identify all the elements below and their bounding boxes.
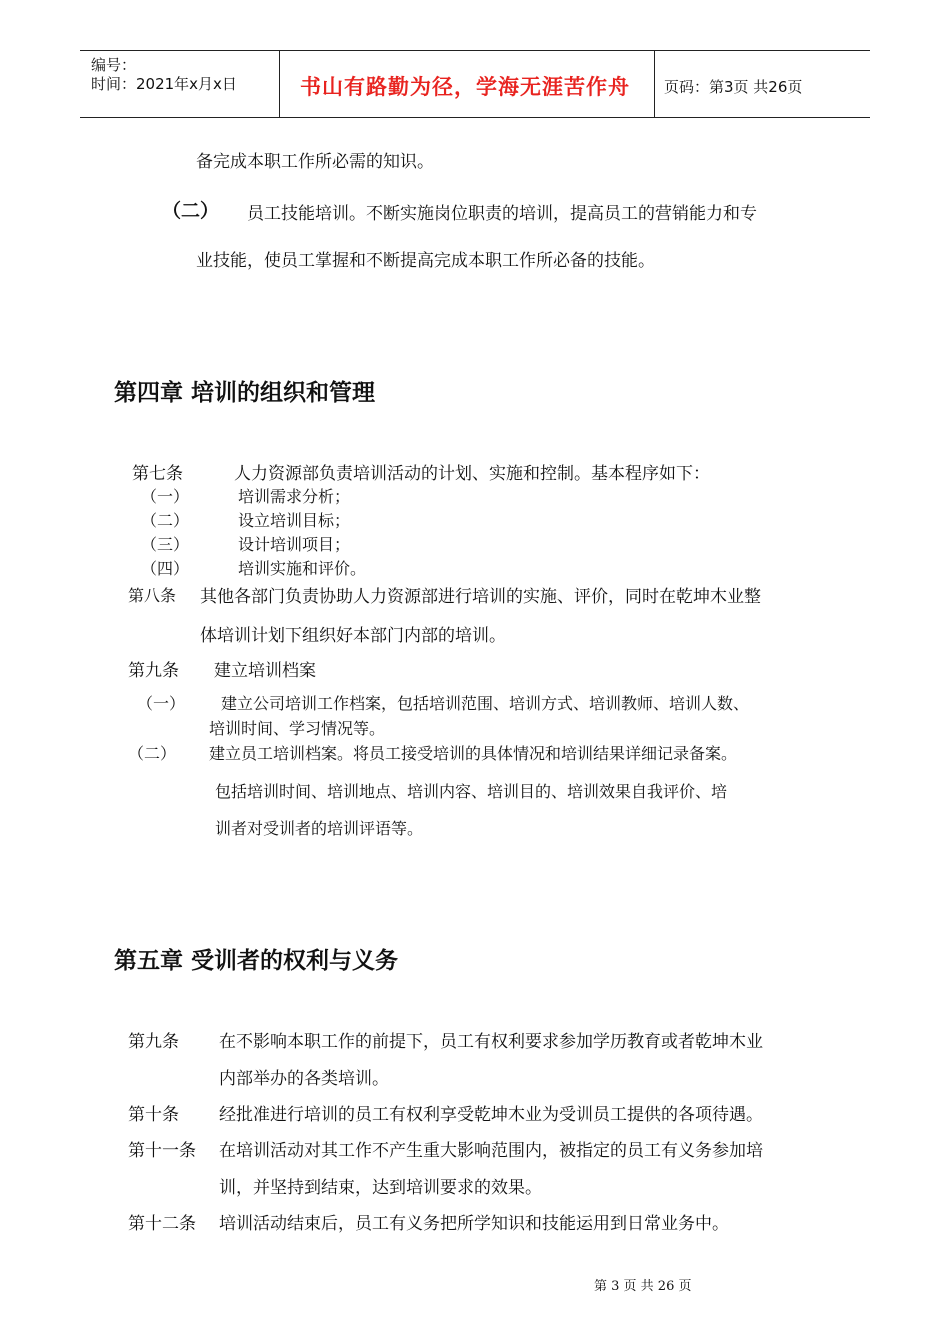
step-2-text: 设立培训目标； <box>238 511 351 530</box>
article-8-line-1: 其他各部门负责协助人力资源部进行培训的实施、评价，同时在乾坤木业整 <box>200 587 761 607</box>
archive-item-1-line-1: 建立公司培训工作档案，包括培训范围、培训方式、培训教师、培训人数、 <box>221 694 750 713</box>
article-8-line-2: 体培训计划下组织好本部门内部的培训。 <box>200 626 506 646</box>
article-7-label: 第七条 <box>132 464 183 484</box>
ch5-article-9-line-1: 在不影响本职工作的前提下，员工有权利要求参加学历教育或者乾坤木业 <box>219 1032 763 1052</box>
intro-item-2-line-2: 业技能，使员工掌握和不断提高完成本职工作所必备的技能。 <box>196 251 655 271</box>
intro-item-2-line-1: 员工技能培训。不断实施岗位职责的培训，提高员工的营销能力和专 <box>247 204 757 224</box>
ch5-article-10-label: 第十条 <box>128 1105 179 1125</box>
article-7-text: 人力资源部负责培训活动的计划、实施和控制。基本程序如下： <box>234 464 710 484</box>
chapter-5-title: 第五章 受训者的权利与义务 <box>114 948 399 974</box>
ch5-article-12-label: 第十二条 <box>128 1214 196 1234</box>
archive-item-1-line-2: 培训时间、学习情况等。 <box>209 719 386 738</box>
ch5-article-9-line-2: 内部举办的各类培训。 <box>219 1069 389 1089</box>
header-bottom-rule <box>80 117 870 118</box>
ch5-article-11-line-2: 训，并坚持到结束，达到培训要求的效果。 <box>219 1178 542 1198</box>
ch5-article-9-label: 第九条 <box>128 1032 179 1052</box>
ch5-article-11-label: 第十一条 <box>128 1141 196 1161</box>
header-number-label: 编号： <box>91 56 137 74</box>
header-page-label: 页码：第3页 共26页 <box>664 78 803 96</box>
archive-item-2-marker: （二） <box>128 744 177 763</box>
archive-item-2-line-2: 包括培训时间、培训地点、培训内容、培训目的、培训效果自我评价、培 <box>215 782 728 801</box>
ch5-article-12-line-1: 培训活动结束后，员工有义务把所学知识和技能运用到日常业务中。 <box>219 1214 729 1234</box>
step-4-text: 培训实施和评价。 <box>238 559 367 578</box>
archive-item-1-marker: （一） <box>137 694 186 713</box>
header-motto: 书山有路勤为径，学海无涯苦作舟 <box>300 75 630 99</box>
intro-item-2-marker: （二） <box>162 200 220 222</box>
archive-item-2-line-1: 建立员工培训档案。将员工接受培训的具体情况和培训结果详细记录备案。 <box>209 744 738 763</box>
step-2-marker: （二） <box>141 511 190 530</box>
header-top-rule <box>80 50 870 51</box>
intro-line-1: 备完成本职工作所必需的知识。 <box>196 152 434 172</box>
archive-item-2-line-3: 训者对受训者的培训评语等。 <box>215 819 424 838</box>
step-3-marker: （三） <box>141 535 190 554</box>
header-time-label: 时间：2021年x月x日 <box>91 75 237 93</box>
header-divider-right <box>654 51 655 117</box>
step-1-marker: （一） <box>141 487 190 506</box>
ch5-article-11-line-1: 在培训活动对其工作不产生重大影响范围内，被指定的员工有义务参加培 <box>219 1141 763 1161</box>
article-8-label: 第八条 <box>128 586 177 605</box>
footer-page-number: 第 3 页 共 26 页 <box>594 1279 692 1294</box>
chapter-4-title: 第四章 培训的组织和管理 <box>114 380 376 406</box>
step-4-marker: （四） <box>141 559 190 578</box>
step-3-text: 设计培训项目； <box>238 535 351 554</box>
header-divider-left <box>279 51 280 117</box>
article-9-text: 建立培训档案 <box>214 661 316 681</box>
article-9-label: 第九条 <box>128 661 179 681</box>
step-1-text: 培训需求分析； <box>238 487 351 506</box>
ch5-article-10-line-1: 经批准进行培训的员工有权利享受乾坤木业为受训员工提供的各项待遇。 <box>219 1105 763 1125</box>
